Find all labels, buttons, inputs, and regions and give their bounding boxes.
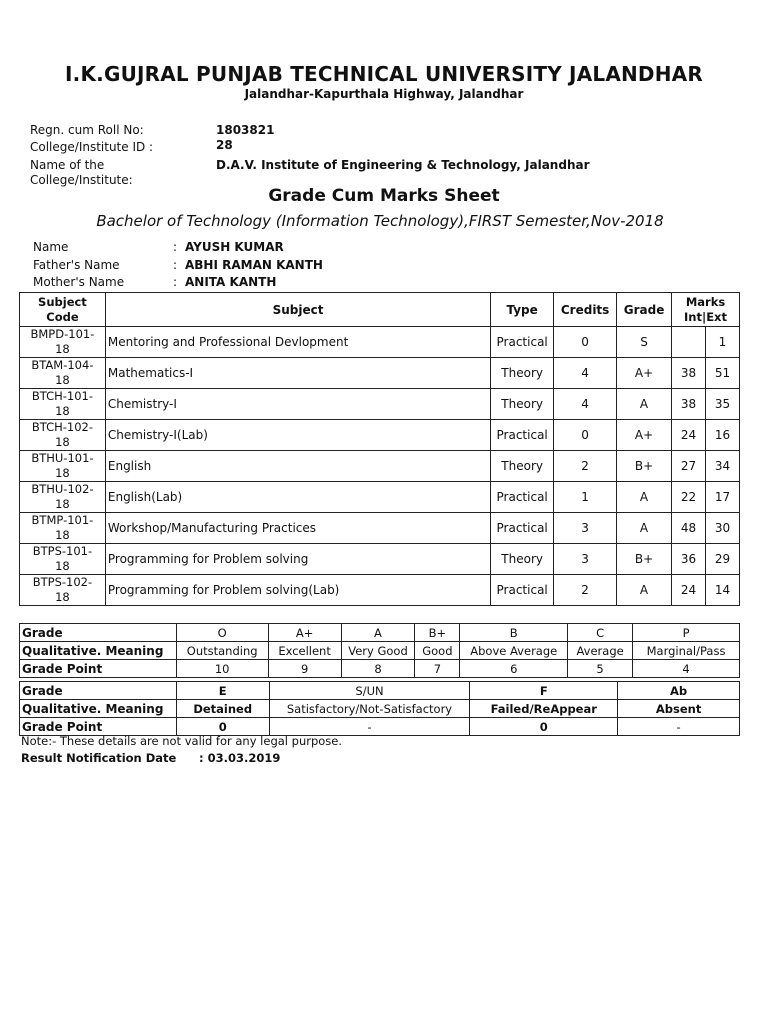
subject-type: Practical: [491, 327, 554, 358]
college-name-value: D.A.V. Institute of Engineering & Technology, Jalandhar: [216, 158, 590, 172]
roll-number-row: [30, 123, 630, 138]
grade-scale-2-grade: E: [176, 682, 269, 700]
result-date-value: : 03.03.2019: [199, 751, 281, 765]
subject-code-cell: [20, 544, 106, 575]
student-name-label: Name: [33, 240, 69, 254]
header-marks-line1: Marks: [685, 294, 726, 309]
grade-scale-table-1: [19, 623, 740, 678]
subject-credits: 4: [554, 389, 617, 420]
subject-name: Mathematics-I: [105, 358, 490, 389]
student-name-colon: :: [173, 240, 178, 254]
internal-marks: [672, 327, 706, 358]
grade-scale-2-meaning-row: [20, 700, 740, 718]
external-marks: 30: [705, 513, 739, 544]
grade-scale-2-point: -: [618, 718, 740, 736]
program-title: Bachelor of Technology (Information Technology),FIRST Semester,Nov-2018: [96, 212, 664, 230]
subject-code-line2: 18: [55, 435, 70, 449]
university-address: Jalandhar-Kapurthala Highway, Jalandhar: [244, 87, 524, 101]
grade-scale-1-point: 8: [341, 660, 415, 678]
header-subject: Subject: [105, 293, 490, 327]
grade-scale-1-grade: A: [341, 624, 415, 642]
grade-scale-1-meaning: Average: [568, 642, 633, 660]
grade-scale-2-meaning-label: Qualitative. Meaning: [20, 700, 177, 718]
college-name-label-line1: Name of the: [30, 158, 105, 172]
subject-code-line2: 18: [55, 373, 70, 387]
subject-code-line2: 18: [55, 342, 70, 356]
father-name-value: ABHI RAMAN KANTH: [185, 258, 323, 272]
header-subject-code: [20, 293, 106, 327]
subject-type: Theory: [491, 451, 554, 482]
subject-code-cell: [20, 389, 106, 420]
grade-scale-1-meaning: Marginal/Pass: [633, 642, 740, 660]
subject-code-cell: [20, 327, 106, 358]
subject-credits: 0: [554, 327, 617, 358]
college-name-label-line2: College/Institute:: [30, 173, 133, 187]
external-marks: 35: [705, 389, 739, 420]
grade-scale-2-meaning: Absent: [618, 700, 740, 718]
university-name: I.K.GUJRAL PUNJAB TECHNICAL UNIVERSITY JALANDHAR: [65, 62, 703, 86]
college-name-row: [30, 158, 650, 188]
subject-code-line2: 18: [55, 528, 70, 542]
subject-code-cell: [20, 358, 106, 389]
grade-scale-2-point-label: Grade Point: [20, 718, 177, 736]
subject-grade: A: [617, 389, 672, 420]
internal-marks: 22: [672, 482, 706, 513]
internal-marks: 48: [672, 513, 706, 544]
subject-type: Theory: [491, 389, 554, 420]
subject-type: Theory: [491, 358, 554, 389]
sheet-title: Grade Cum Marks Sheet: [268, 186, 500, 206]
grade-scale-1-grade: P: [633, 624, 740, 642]
subject-code-line1: BMPD-101-: [30, 327, 95, 341]
result-date-row: [21, 751, 421, 766]
mother-name-row: [33, 275, 433, 290]
external-marks: 16: [705, 420, 739, 451]
subject-code-line1: BTAM-104-: [31, 358, 94, 372]
student-name-row: [33, 240, 433, 255]
grade-scale-1-meaning: Above Average: [460, 642, 568, 660]
subject-name: Programming for Problem solving(Lab): [105, 575, 490, 606]
college-id-value: 28: [216, 138, 233, 152]
subject-code-line1: BTPS-102-: [32, 575, 93, 589]
table-row: [20, 327, 740, 358]
subject-code-cell: [20, 575, 106, 606]
mother-name-value: ANITA KANTH: [185, 275, 277, 289]
subject-code-cell: [20, 420, 106, 451]
grade-scale-2-grade: S/UN: [269, 682, 470, 700]
grade-scale-1-point: 10: [176, 660, 268, 678]
roll-number-value: 1803821: [216, 123, 275, 137]
internal-marks: 38: [672, 358, 706, 389]
grade-scale-1-grade: O: [176, 624, 268, 642]
table-row: [20, 358, 740, 389]
header-code-line2: Code: [46, 309, 79, 324]
subject-name: Programming for Problem solving: [105, 544, 490, 575]
table-row: [20, 389, 740, 420]
subject-code-cell: [20, 513, 106, 544]
grade-scale-1-point: 9: [268, 660, 341, 678]
internal-marks: 38: [672, 389, 706, 420]
grade-scale-2-point: 0: [470, 718, 618, 736]
subject-code-line2: 18: [55, 466, 70, 480]
subject-name: English(Lab): [105, 482, 490, 513]
header-type: Type: [491, 293, 554, 327]
subject-type: Practical: [491, 513, 554, 544]
grade-scale-1-meaning: Outstanding: [176, 642, 268, 660]
table-row: [20, 451, 740, 482]
subject-grade: A: [617, 482, 672, 513]
subject-credits: 3: [554, 544, 617, 575]
subject-grade: B+: [617, 544, 672, 575]
grade-scale-1-grade: C: [568, 624, 633, 642]
header-marks: [672, 293, 740, 327]
external-marks: 14: [705, 575, 739, 606]
grade-scale-2-grade: Ab: [618, 682, 740, 700]
header-marks-line2: Int|Ext: [684, 309, 727, 324]
subject-credits: 2: [554, 451, 617, 482]
subject-credits: 0: [554, 420, 617, 451]
grade-scale-1-meaning: Excellent: [268, 642, 341, 660]
subject-code-line2: 18: [55, 497, 70, 511]
grade-scale-2-meaning: Failed/ReAppear: [470, 700, 618, 718]
external-marks: 17: [705, 482, 739, 513]
grade-scale-1-meaning: Very Good: [341, 642, 415, 660]
grade-scale-1-grade: B+: [415, 624, 460, 642]
grade-scale-2-meaning: Satisfactory/Not-Satisfactory: [269, 700, 470, 718]
grade-scale-2-point-row: [20, 718, 740, 736]
table-row: [20, 482, 740, 513]
marks-table-header: [20, 293, 740, 327]
grade-scale-1-grade: B: [460, 624, 568, 642]
header-credits: Credits: [554, 293, 617, 327]
subject-code-line1: BTCH-101-: [31, 389, 94, 403]
subject-name: Chemistry-I(Lab): [105, 420, 490, 451]
grade-scale-1-point: 6: [460, 660, 568, 678]
subject-code-line1: BTCH-102-: [31, 420, 94, 434]
grade-scale-1-grade: A+: [268, 624, 341, 642]
table-row: [20, 420, 740, 451]
grade-scale-1-meaning: Good: [415, 642, 460, 660]
external-marks: 34: [705, 451, 739, 482]
grade-scale-1-grade-row: [20, 624, 740, 642]
subject-code-line2: 18: [55, 559, 70, 573]
grade-scale-table-2: [19, 681, 740, 736]
subject-grade: A+: [617, 420, 672, 451]
subject-grade: A: [617, 513, 672, 544]
subject-credits: 1: [554, 482, 617, 513]
grade-scale-1-point: 7: [415, 660, 460, 678]
subject-type: Practical: [491, 482, 554, 513]
grade-scale-1-point: 5: [568, 660, 633, 678]
table-row: [20, 513, 740, 544]
internal-marks: 24: [672, 420, 706, 451]
subject-code-line1: BTPS-101-: [32, 544, 93, 558]
marks-table: [19, 292, 740, 606]
father-name-colon: :: [173, 258, 178, 272]
internal-marks: 24: [672, 575, 706, 606]
disclaimer-note: Note:- These details are not valid for any legal purpose.: [21, 734, 343, 748]
grade-scale-2-grade: F: [470, 682, 618, 700]
subject-credits: 4: [554, 358, 617, 389]
grade-scale-2-meaning: Detained: [176, 700, 269, 718]
roll-number-label: Regn. cum Roll No:: [30, 123, 144, 137]
internal-marks: 36: [672, 544, 706, 575]
subject-credits: 2: [554, 575, 617, 606]
subject-grade: B+: [617, 451, 672, 482]
subject-type: Practical: [491, 575, 554, 606]
subject-type: Practical: [491, 420, 554, 451]
college-id-row: [30, 140, 630, 155]
external-marks: 1: [705, 327, 739, 358]
subject-grade: S: [617, 327, 672, 358]
grade-scale-1-meaning-label: Qualitative. Meaning: [20, 642, 177, 660]
subject-grade: A: [617, 575, 672, 606]
subject-code-line2: 18: [55, 404, 70, 418]
grade-scale-2-point: -: [269, 718, 470, 736]
subject-type: Theory: [491, 544, 554, 575]
subject-code-line1: BTHU-101-: [31, 451, 94, 465]
subject-code-line2: 18: [55, 590, 70, 604]
subject-name: English: [105, 451, 490, 482]
subject-code-line1: BTMP-101-: [31, 513, 94, 527]
grade-scale-1-grade-label: Grade: [20, 624, 177, 642]
result-date-label: Result Notification Date: [21, 751, 177, 765]
grade-scale-2-point: 0: [176, 718, 269, 736]
external-marks: 51: [705, 358, 739, 389]
grade-scale-1-point-label: Grade Point: [20, 660, 177, 678]
grade-scale-1-point-row: [20, 660, 740, 678]
father-name-label: Father's Name: [33, 258, 120, 272]
grade-scale-2-grade-row: [20, 682, 740, 700]
subject-code-cell: [20, 451, 106, 482]
subject-grade: A+: [617, 358, 672, 389]
table-row: [20, 575, 740, 606]
grade-scale-1-point: 4: [633, 660, 740, 678]
mother-name-label: Mother's Name: [33, 275, 125, 289]
subject-credits: 3: [554, 513, 617, 544]
college-id-label: College/Institute ID :: [30, 140, 154, 154]
internal-marks: 27: [672, 451, 706, 482]
subject-name: Workshop/Manufacturing Practices: [105, 513, 490, 544]
header-code-line1: Subject: [38, 294, 87, 309]
grade-scale-1-meaning-row: [20, 642, 740, 660]
subject-name: Chemistry-I: [105, 389, 490, 420]
father-name-row: [33, 258, 433, 273]
subject-name: Mentoring and Professional Devlopment: [105, 327, 490, 358]
grade-scale-2-grade-label: Grade: [20, 682, 177, 700]
subject-code-line1: BTHU-102-: [31, 482, 94, 496]
table-row: [20, 544, 740, 575]
mother-name-colon: :: [173, 275, 178, 289]
external-marks: 29: [705, 544, 739, 575]
subject-code-cell: [20, 482, 106, 513]
header-grade: Grade: [617, 293, 672, 327]
student-name-value: AYUSH KUMAR: [185, 240, 284, 254]
